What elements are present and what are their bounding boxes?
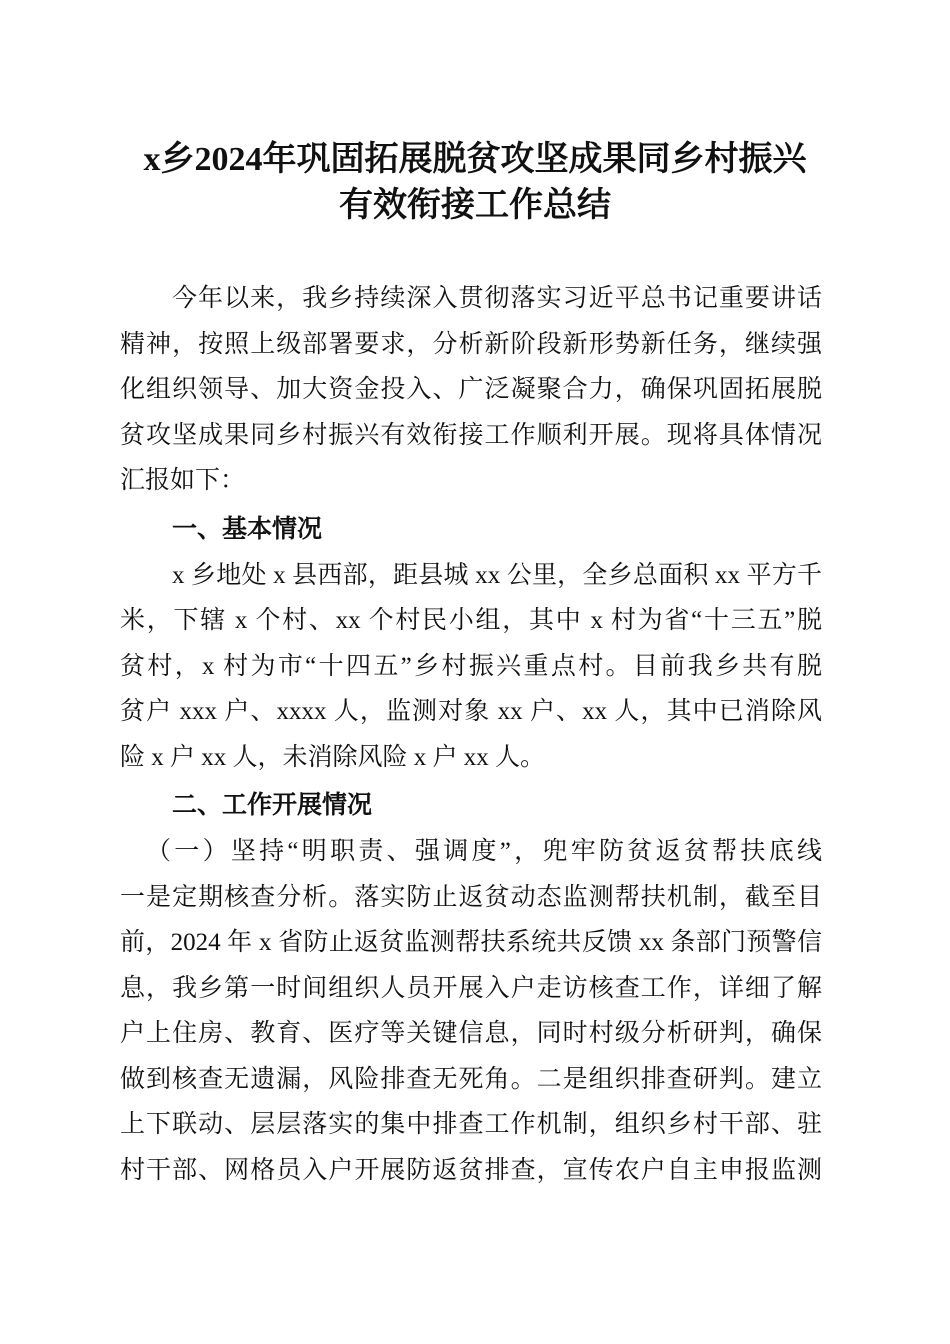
text-line: 息，我乡第一时间组织人员开展入户走访核查工作，详细了解 (120, 974, 822, 1002)
text-line: 前，2024 年 x 省防止返贫监测帮扶系统共反馈 xx 条部门预警信 (120, 929, 822, 956)
text-line: 村干部、网格员入户开展防返贫排查，宣传农户自主申报监测 (120, 1156, 822, 1184)
text-line: 一是定期核查分析。落实防止返贫动态监测帮扶机制，截至目 (120, 883, 822, 911)
text-line: 米，下辖 x 个村、xx 个村民小组，其中 x 村为省“十三五”脱 (120, 607, 822, 634)
text-line: 户上住房、教育、医疗等关键信息，同时村级分析研判，确保 (120, 1020, 822, 1047)
text-line: 贫户 xxx 户、xxxx 人，监测对象 xx 户、xx 人，其中已消除风 (120, 698, 822, 725)
text-line: 贫村，x 村为市“十四五”乡村振兴重点村。目前我乡共有脱 (120, 652, 822, 680)
document-title-line-1: x乡2024年巩固拓展脱贫攻坚成果同乡村振兴 (143, 141, 807, 178)
text-line: x 乡地处 x 县西部，距县城 xx 公里，全乡总面积 xx 平方千 (172, 561, 822, 589)
section-heading-work: 二、工作开展情况 (172, 790, 373, 819)
work-paragraph (120, 875, 822, 1194)
text-line: 今年以来，我乡持续深入贯彻落实习近平总书记重要讲话 (172, 285, 822, 312)
text-line: 险 x 户 xx 人，未消除风险 x 户 xx 人。 (120, 743, 546, 771)
text-line: 化组织领导、加大资金投入、广泛凝聚合力，确保巩固拓展脱 (120, 376, 822, 403)
document-title-line-2: 有效衔接工作总结 (339, 187, 611, 224)
basic-situation-paragraph (120, 553, 822, 781)
subsection-heading: （一）坚持“明职责、强调度”，兜牢防贫返贫帮扶底线 (146, 838, 822, 865)
document-body (120, 276, 822, 1193)
text-line: 精神，按照上级部署要求，分析新阶段新形势新任务，继续强 (120, 330, 822, 358)
text-line: 贫攻坚成果同乡村振兴有效衔接工作顺利开展。现将具体情况 (120, 421, 822, 449)
intro-paragraph (120, 276, 822, 504)
text-line: 上下联动、层层落实的集中排查工作机制，组织乡村干部、驻 (120, 1111, 822, 1138)
section-heading-basic: 一、基本情况 (172, 513, 323, 543)
text-line: 汇报如下： (120, 467, 246, 494)
text-line: 做到核查无遗漏，风险排查无死角。二是组织排查研判。建立 (120, 1065, 822, 1093)
